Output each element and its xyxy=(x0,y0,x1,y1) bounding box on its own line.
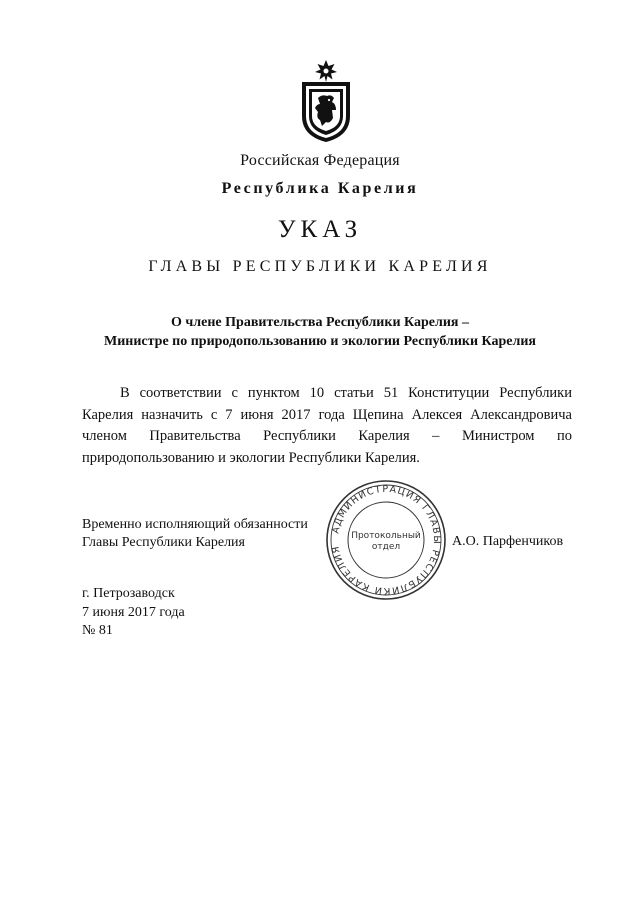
decree-subject xyxy=(60,313,580,351)
issue-date: 7 июня 2017 года xyxy=(82,604,185,620)
stamp-inner-line-1: Протокольный xyxy=(351,531,421,541)
stamp-outer-text: АДМИНИСТРАЦИЯ ГЛАВЫ РЕСПУБЛИКИ КАРЕЛИЯ xyxy=(330,483,443,597)
subject-line-2: Министре по природопользованию и экологии Республики Карелия xyxy=(103,334,537,349)
signatory-title-line-2: Главы Республики Карелия xyxy=(82,535,245,550)
signatory-name: А.О. Парфенчиков xyxy=(452,534,564,549)
country-name: Российская Федерация xyxy=(240,152,400,169)
decree-number: № 81 xyxy=(82,623,113,638)
issue-city: г. Петрозаводск xyxy=(82,586,175,601)
signatory-title xyxy=(82,516,308,552)
subject-line-1: О члене Правительства Республики Карелия – xyxy=(171,315,469,330)
decree-footer xyxy=(82,585,185,641)
official-stamp xyxy=(324,478,448,602)
document-type: УКАЗ xyxy=(277,216,363,243)
signatory-title-line-1: Временно исполняющий обязанности xyxy=(82,517,308,532)
decree-body: В соответствии с пунктом 10 статьи 51 Конституции Республики Карелия назначить с 7 июня 2017 года Щепина Алексея Александровича членом Правительства Республики Карелия – Министром по природопользованию и экологии Республики Карелия. xyxy=(82,385,572,466)
issuer-title: ГЛАВЫ РЕСПУБЛИКИ КАРЕЛИЯ xyxy=(148,258,492,275)
stamp-inner-line-2: отдел xyxy=(371,542,401,552)
republic-name: Республика Карелия xyxy=(221,180,419,197)
karelia-coat-of-arms-icon xyxy=(296,58,356,144)
